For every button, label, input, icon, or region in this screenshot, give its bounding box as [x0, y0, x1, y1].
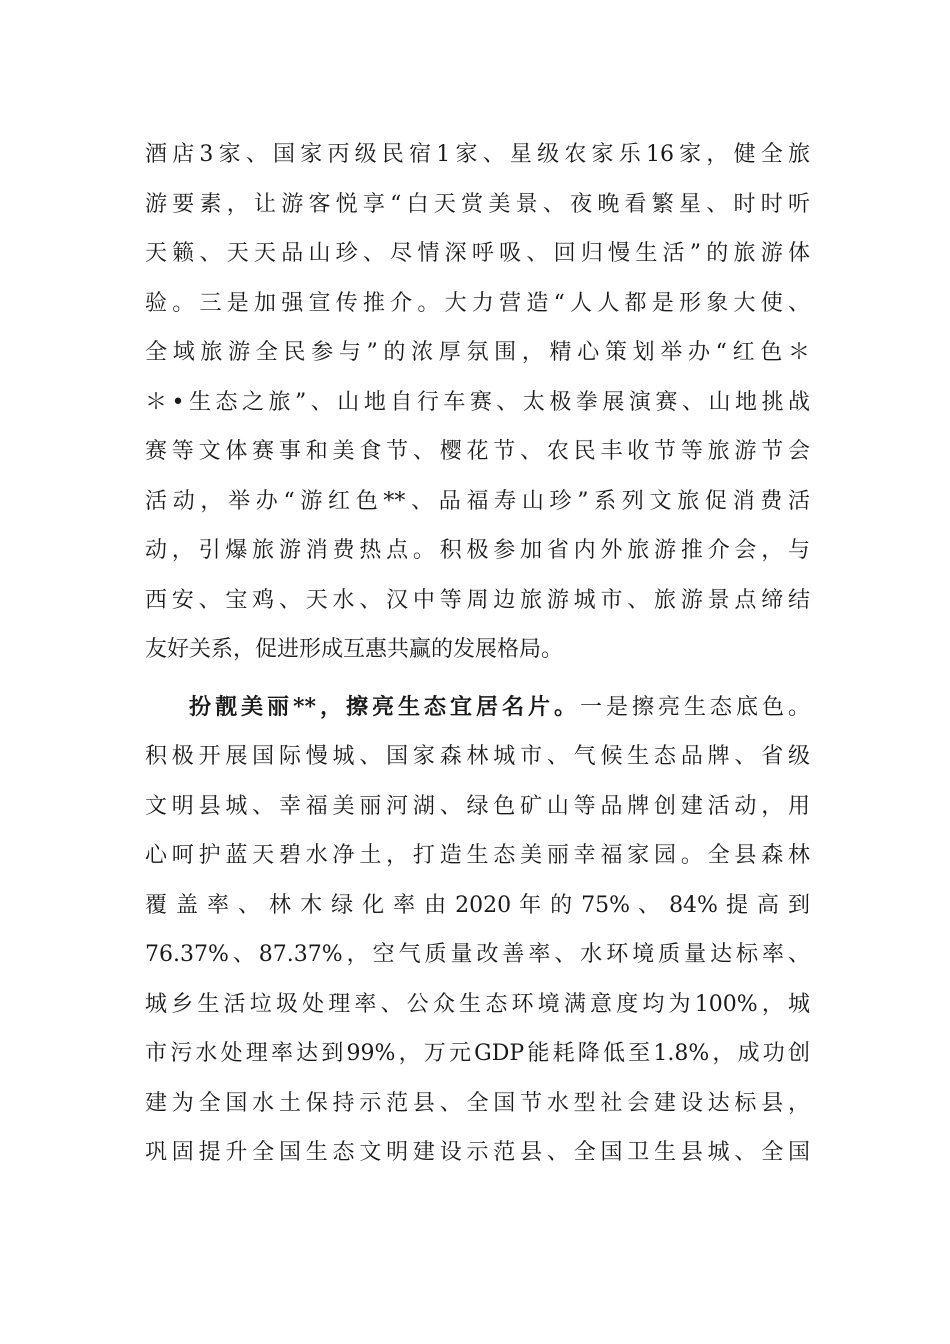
- text-line: 天籁、天天品山珍、尽情深呼吸、回归慢生活”的旅游体: [145, 241, 810, 266]
- text-line: ＊•生态之旅”、山地自行车赛、太极拳展演赛、山地挑战: [145, 389, 810, 415]
- text-line: 城乡生活垃圾处理率、公众生态环境满意度均为100%，城: [145, 991, 810, 1017]
- text-line: 心呵护蓝天碧水净土，打造生态美丽幸福家园。全县森林: [145, 843, 810, 868]
- text-line: 酒店3家、国家丙级民宿1家、星级农家乐16家，健全旅: [145, 142, 810, 167]
- paragraph-tourism: [145, 130, 810, 675]
- heading-rest-text: 一是擦亮生态底色。: [580, 694, 810, 720]
- text-line: 建为全国水土保持示范县、全国节水型社会建设达标县，: [145, 1090, 810, 1116]
- text-line: 活动，举办“游红色**、品福寿山珍”系列文旅促消费活: [145, 488, 810, 514]
- document-body: [145, 130, 810, 1178]
- text-line: 市污水处理率达到99%，万元GDP能耗降低至1.8%，成功创: [145, 1041, 810, 1066]
- text-line: 积极开展国际慢城、国家森林城市、气候生态品牌、省级: [145, 744, 810, 769]
- text-line: 巩固提升全国生态文明建设示范县、全国卫生县城、全国: [145, 1140, 810, 1165]
- paragraph-first-line: [145, 683, 810, 733]
- text-line: 文明县城、幸福美丽河湖、绿色矿山等品牌创建活动，用: [145, 793, 810, 819]
- text-line: 赛等文体赛事和美食节、樱花节、农民丰收节等旅游节会: [145, 439, 810, 464]
- text-line: 游要素，让游客悦享“白天赏美景、夜晚看繁星、时时听: [145, 191, 810, 217]
- paragraph-heading: 扮靓美丽**，擦亮生态宜居名片。: [189, 693, 580, 720]
- paragraph-ecology: [145, 683, 810, 1178]
- text-line: 友好关系，促进形成互惠共赢的发展格局。: [145, 637, 564, 662]
- text-line: 覆 盖 率 、 林 木 绿 化 率 由 2020 年 的 75% 、 84% 提 高 到: [145, 892, 810, 918]
- text-line: 验。三是加强宣传推介。大力营造“人人都是形象大使、: [145, 290, 810, 316]
- text-line: 动，引爆旅游消费热点。积极参加省内外旅游推介会，与: [145, 538, 810, 563]
- text-line: 76.37%、87.37%，空气质量改善率、水环境质量达标率、: [145, 942, 810, 967]
- text-line: 西安、宝鸡、天水、汉中等周边旅游城市、旅游景点缔结: [145, 587, 810, 613]
- text-line: 全域旅游全民参与”的浓厚氛围，精心策划举办“红色＊: [145, 340, 810, 365]
